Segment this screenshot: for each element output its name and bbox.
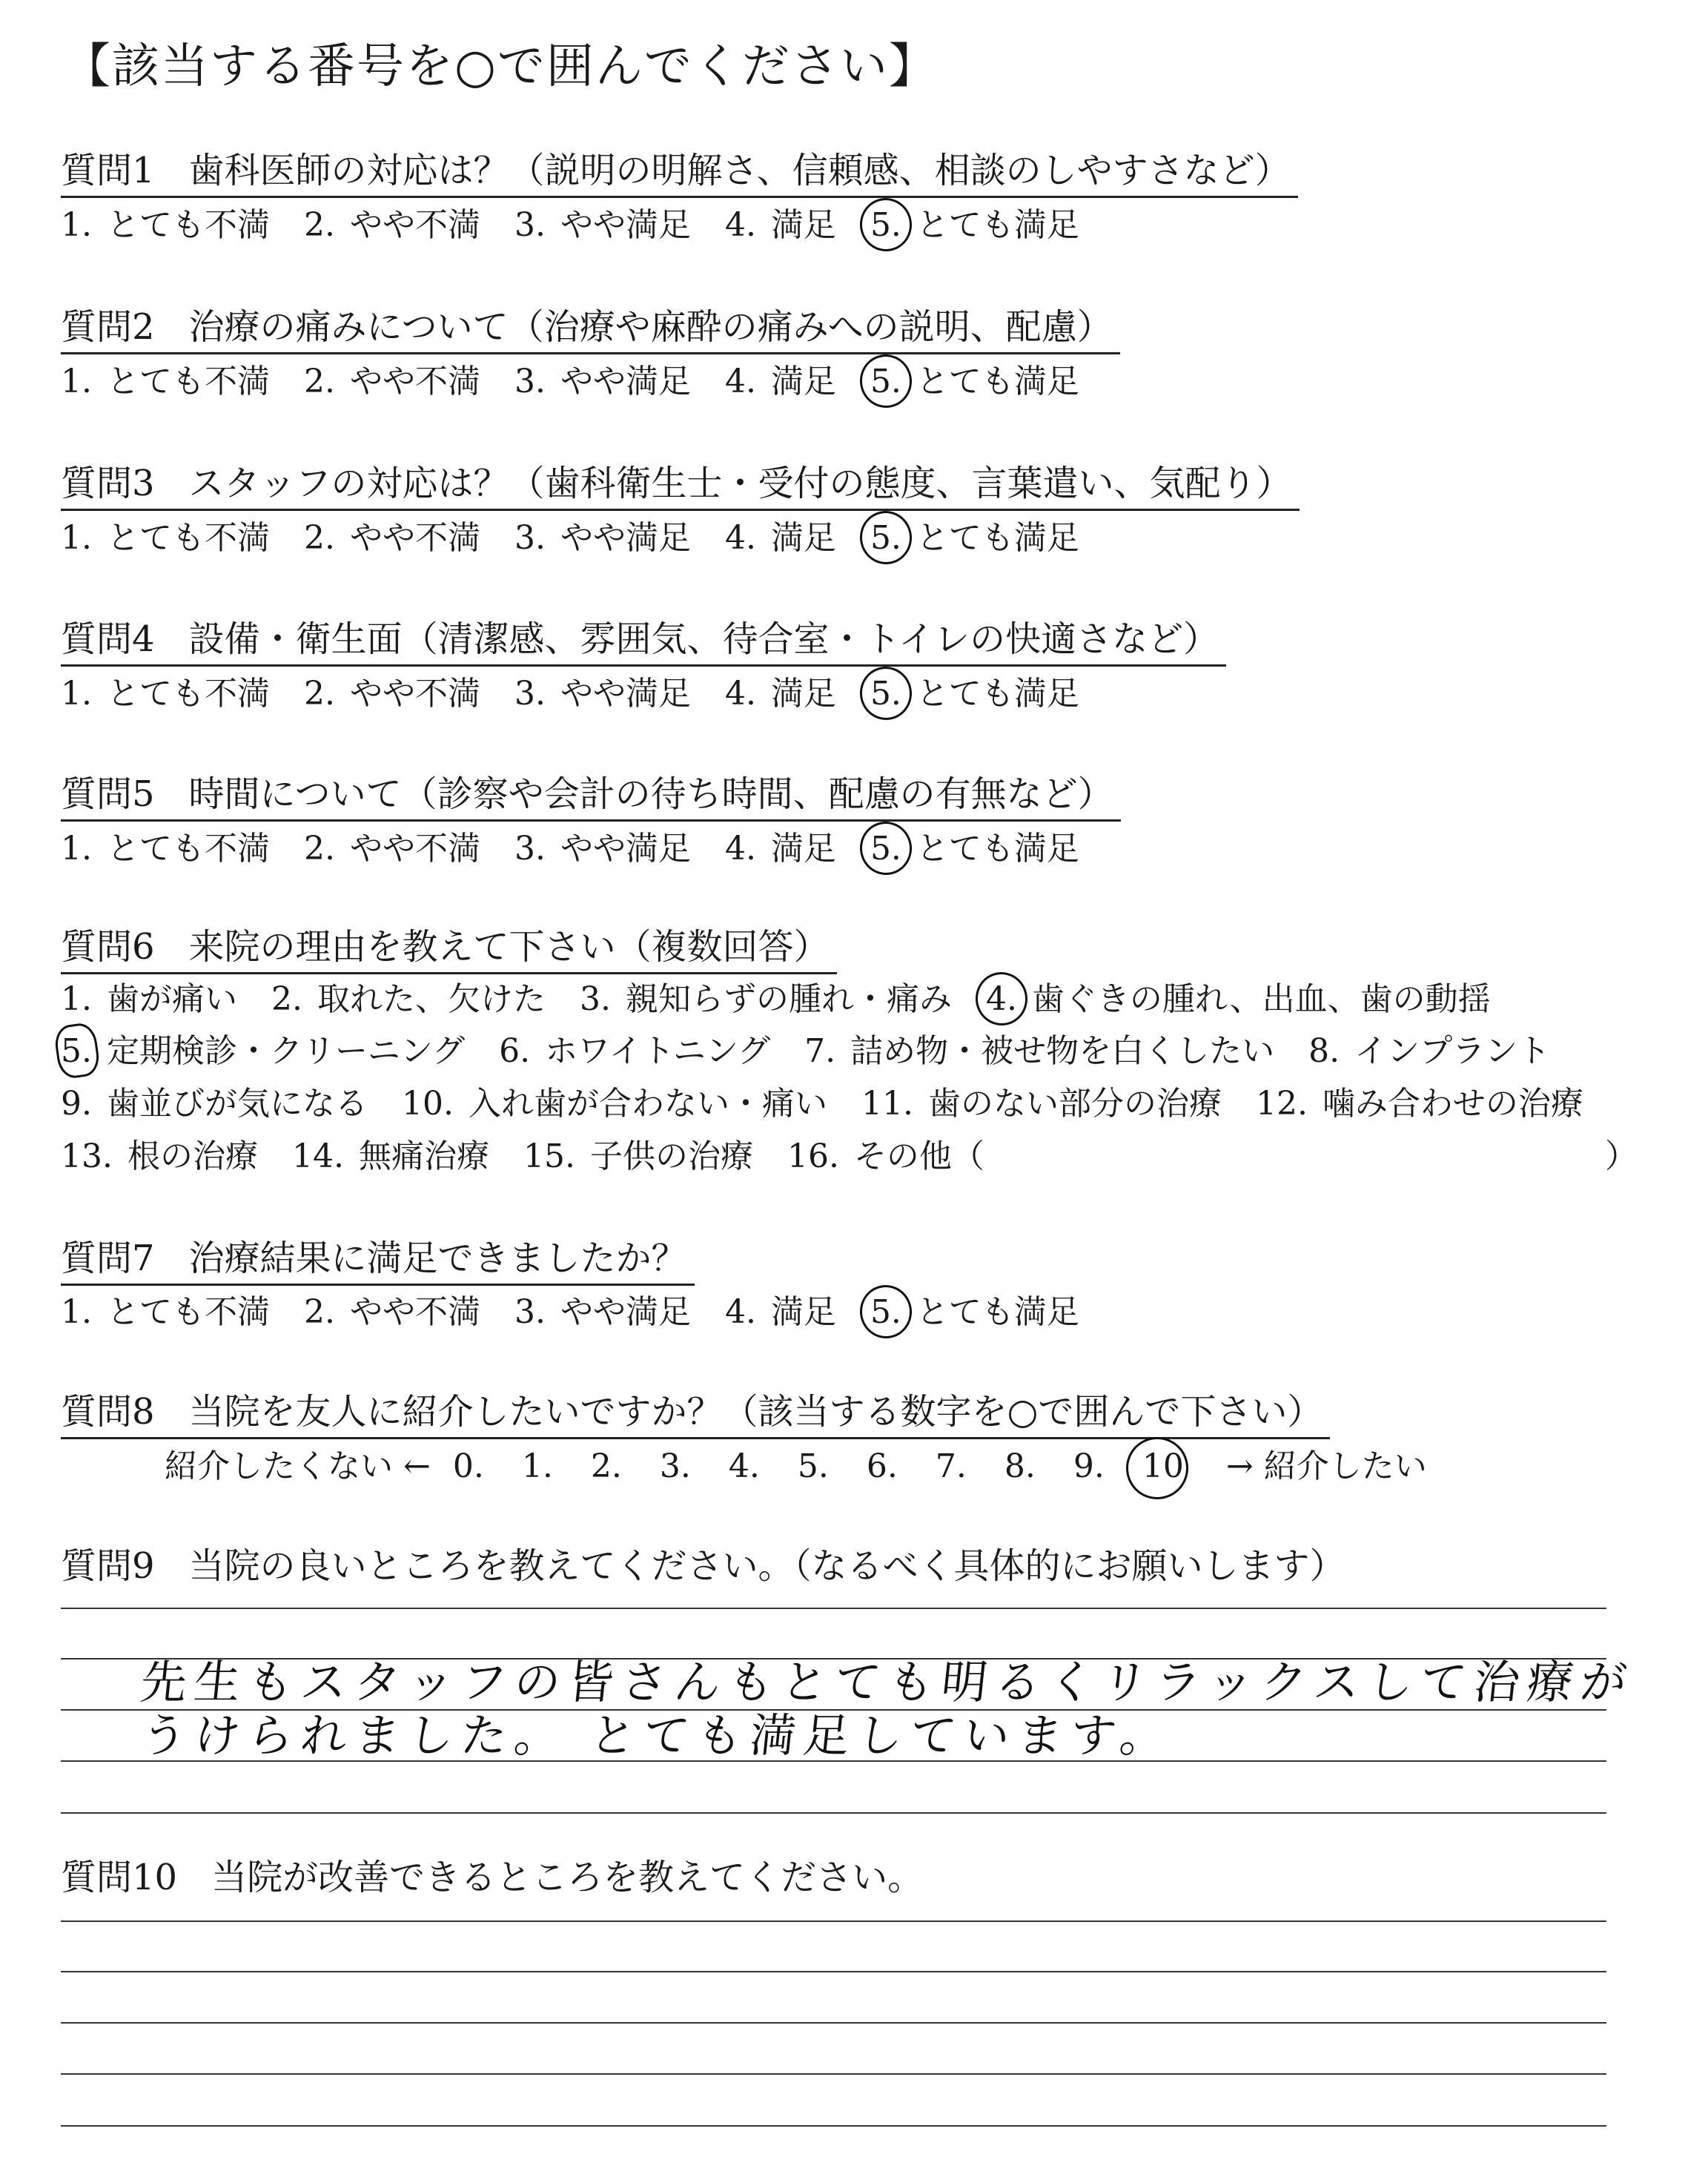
option-3[interactable]: 3. やや満足 bbox=[514, 675, 691, 713]
option-3[interactable]: 3. やや満足 bbox=[514, 1293, 691, 1331]
question-2-options bbox=[61, 360, 1113, 404]
scale-tick-7[interactable]: 7. bbox=[935, 1447, 967, 1485]
question-8-heading bbox=[61, 1388, 1330, 1439]
handwritten-answer-line-2: うけられました。 とても満足しています。 bbox=[138, 1708, 1176, 1763]
question-1-heading bbox=[61, 147, 1298, 198]
option-2[interactable]: 2. やや不満 bbox=[303, 830, 480, 868]
question-text: 時間について（診察や会計の待ち時間、配慮の有無など） bbox=[188, 773, 1113, 815]
question-text: 当院が改善できるところを教えてください。 bbox=[211, 1857, 924, 1898]
reason-10[interactable]: 10. 入れ歯が合わない・痛い bbox=[401, 1085, 827, 1123]
question-4-heading bbox=[61, 615, 1226, 667]
question-number: 質問9 bbox=[61, 1545, 155, 1587]
reasons-row-3 bbox=[61, 1082, 1618, 1126]
option-4[interactable]: 4. 満足 bbox=[724, 675, 836, 713]
reason-7[interactable]: 7. 詰め物・被せ物を白くしたい bbox=[804, 1032, 1275, 1070]
reason-5-selected[interactable]: 5. 定期検診・クリーニング bbox=[61, 1029, 465, 1074]
option-3[interactable]: 3. やや満足 bbox=[514, 363, 691, 400]
option-5-selected[interactable]: 5. とても満足 bbox=[870, 516, 1079, 561]
circled-answer: 4. bbox=[986, 977, 1017, 1022]
reason-1[interactable]: 1. 歯が痛い bbox=[61, 980, 237, 1018]
reasons-row-1 bbox=[61, 977, 1525, 1022]
question-7-options bbox=[61, 1290, 1113, 1335]
question-number: 質問3 bbox=[61, 463, 155, 504]
option-2[interactable]: 2. やや不満 bbox=[303, 675, 480, 713]
circled-answer: 5. bbox=[870, 827, 901, 871]
reason-13[interactable]: 13. 根の治療 bbox=[61, 1137, 258, 1175]
question-9-heading bbox=[61, 1542, 1353, 1591]
option-4[interactable]: 4. 満足 bbox=[724, 830, 836, 868]
question-text: スタッフの対応は？（歯科衛生士・受付の態度、言葉遣い、気配り） bbox=[188, 463, 1292, 504]
reason-9[interactable]: 9. 歯並びが気になる bbox=[61, 1085, 368, 1123]
option-1[interactable]: 1. とても不満 bbox=[61, 519, 270, 557]
option-3[interactable]: 3. やや満足 bbox=[514, 830, 691, 868]
reasons-row-4 bbox=[61, 1135, 1019, 1179]
reason-3[interactable]: 3. 親知らずの腫れ・痛み bbox=[579, 980, 952, 1018]
option-2[interactable]: 2. やや不満 bbox=[303, 1293, 480, 1331]
question-number: 質問1 bbox=[61, 150, 155, 191]
option-1[interactable]: 1. とても不満 bbox=[61, 206, 270, 244]
reason-16[interactable]: 16. その他（ bbox=[787, 1137, 984, 1175]
scale-left-label: 紹介したくない ← bbox=[165, 1447, 431, 1485]
scale-tick-0[interactable]: 0. bbox=[452, 1447, 484, 1485]
option-1[interactable]: 1. とても不満 bbox=[61, 830, 270, 868]
question-text: 当院の良いところを教えてください。（なるべく具体的にお願いします） bbox=[188, 1545, 1345, 1587]
reason-4-selected[interactable]: 4. 歯ぐきの腫れ、出血、歯の動揺 bbox=[986, 977, 1491, 1022]
question-10-heading bbox=[61, 1854, 930, 1903]
scale-tick-9[interactable]: 9. bbox=[1073, 1447, 1105, 1485]
scale-tick-8[interactable]: 8. bbox=[1004, 1447, 1036, 1485]
question-text: 治療結果に満足できましたか？ bbox=[188, 1238, 687, 1279]
circled-answer: 5. bbox=[870, 516, 901, 561]
option-5-selected[interactable]: 5. とても満足 bbox=[870, 203, 1079, 248]
option-3[interactable]: 3. やや満足 bbox=[514, 206, 691, 244]
answer-line bbox=[61, 1920, 1606, 1922]
circled-answer: 5. bbox=[870, 1290, 901, 1335]
option-5-selected[interactable]: 5. とても満足 bbox=[870, 672, 1079, 716]
option-1[interactable]: 1. とても不満 bbox=[61, 363, 270, 400]
answer-line bbox=[61, 1812, 1606, 1814]
circled-answer: 5. bbox=[61, 1029, 92, 1074]
option-5-selected[interactable]: 5. とても満足 bbox=[870, 827, 1079, 871]
question-number: 質問5 bbox=[61, 773, 155, 815]
page-title: 【該当する番号を○で囲んでください】 bbox=[63, 39, 938, 94]
scale-tick-4[interactable]: 4. bbox=[728, 1447, 760, 1485]
option-2[interactable]: 2. やや不満 bbox=[303, 206, 480, 244]
handwritten-answer-line-1: 先生もスタッフの皆さんもとても明るくリラックスして治療が bbox=[138, 1655, 1638, 1709]
reason-2[interactable]: 2. 取れた、欠けた bbox=[271, 980, 546, 1018]
question-text: 来院の理由を教えて下さい（複数回答） bbox=[188, 926, 830, 968]
reason-11[interactable]: 11. 歯のない部分の治療 bbox=[861, 1085, 1222, 1123]
question-3-options bbox=[61, 516, 1113, 561]
other-close-paren: ） bbox=[1605, 1137, 1638, 1175]
question-3-heading bbox=[61, 460, 1300, 511]
circled-answer: 5. bbox=[870, 672, 901, 716]
question-text: 治療の痛みについて（治療や麻酔の痛みへの説明、配慮） bbox=[188, 306, 1113, 348]
scale-tick-6[interactable]: 6. bbox=[866, 1447, 898, 1485]
scale-tick-1[interactable]: 1. bbox=[521, 1447, 553, 1485]
scale-tick-3[interactable]: 3. bbox=[659, 1447, 691, 1485]
option-4[interactable]: 4. 満足 bbox=[724, 206, 836, 244]
question-number: 質問2 bbox=[61, 306, 155, 348]
question-2-heading bbox=[61, 303, 1120, 354]
answer-line bbox=[61, 1971, 1606, 1972]
option-4[interactable]: 4. 満足 bbox=[724, 363, 836, 400]
question-text: 当院を友人に紹介したいですか？（該当する数字を○で囲んで下さい） bbox=[188, 1391, 1323, 1433]
question-number: 質問6 bbox=[61, 926, 155, 968]
reason-14[interactable]: 14. 無痛治療 bbox=[291, 1137, 489, 1175]
question-7-heading bbox=[61, 1235, 695, 1286]
scale-tick-10-selected[interactable]: 10 bbox=[1142, 1444, 1211, 1489]
option-4[interactable]: 4. 満足 bbox=[724, 519, 836, 557]
scale-tick-2[interactable]: 2. bbox=[590, 1447, 622, 1485]
option-5-selected[interactable]: 5. とても満足 bbox=[870, 360, 1079, 404]
option-4[interactable]: 4. 満足 bbox=[724, 1293, 836, 1331]
question-number: 質問10 bbox=[61, 1857, 178, 1898]
answer-line bbox=[61, 1608, 1606, 1609]
answer-line bbox=[61, 2125, 1606, 2127]
reason-6[interactable]: 6. ホワイトニング bbox=[499, 1032, 771, 1070]
question-text: 設備・衛生面（清潔感、雰囲気、待合室・トイレの快適さなど） bbox=[188, 618, 1219, 660]
option-2[interactable]: 2. やや不満 bbox=[303, 363, 480, 400]
option-3[interactable]: 3. やや満足 bbox=[514, 519, 691, 557]
reasons-row-2 bbox=[61, 1029, 1584, 1074]
option-1[interactable]: 1. とても不満 bbox=[61, 675, 270, 713]
reason-15[interactable]: 15. 子供の治療 bbox=[523, 1137, 753, 1175]
question-1-options bbox=[61, 203, 1113, 248]
referral-scale bbox=[165, 1444, 1427, 1489]
circled-answer: 5. bbox=[870, 203, 901, 248]
scale-right-label: → 紹介したい bbox=[1225, 1447, 1427, 1485]
reason-12[interactable]: 12. 噛み合わせの治療 bbox=[1255, 1085, 1583, 1123]
circled-answer: 5. bbox=[870, 360, 901, 404]
answer-line bbox=[61, 2073, 1606, 2075]
question-number: 質問8 bbox=[61, 1391, 155, 1433]
reason-8[interactable]: 8. インプラント bbox=[1308, 1032, 1551, 1070]
option-1[interactable]: 1. とても不満 bbox=[61, 1293, 270, 1331]
answer-line bbox=[61, 2022, 1606, 2024]
option-2[interactable]: 2. やや不満 bbox=[303, 519, 480, 557]
question-5-heading bbox=[61, 770, 1121, 822]
question-5-options bbox=[61, 827, 1113, 871]
question-4-options bbox=[61, 672, 1113, 716]
question-number: 質問7 bbox=[61, 1238, 155, 1279]
option-5-selected[interactable]: 5. とても満足 bbox=[870, 1290, 1079, 1335]
question-6-heading bbox=[61, 923, 837, 974]
scale-tick-5[interactable]: 5. bbox=[797, 1447, 829, 1485]
question-text: 歯科医師の対応は？（説明の明解さ、信頼感、相談のしやすさなど） bbox=[188, 150, 1291, 191]
question-number: 質問4 bbox=[61, 618, 155, 660]
